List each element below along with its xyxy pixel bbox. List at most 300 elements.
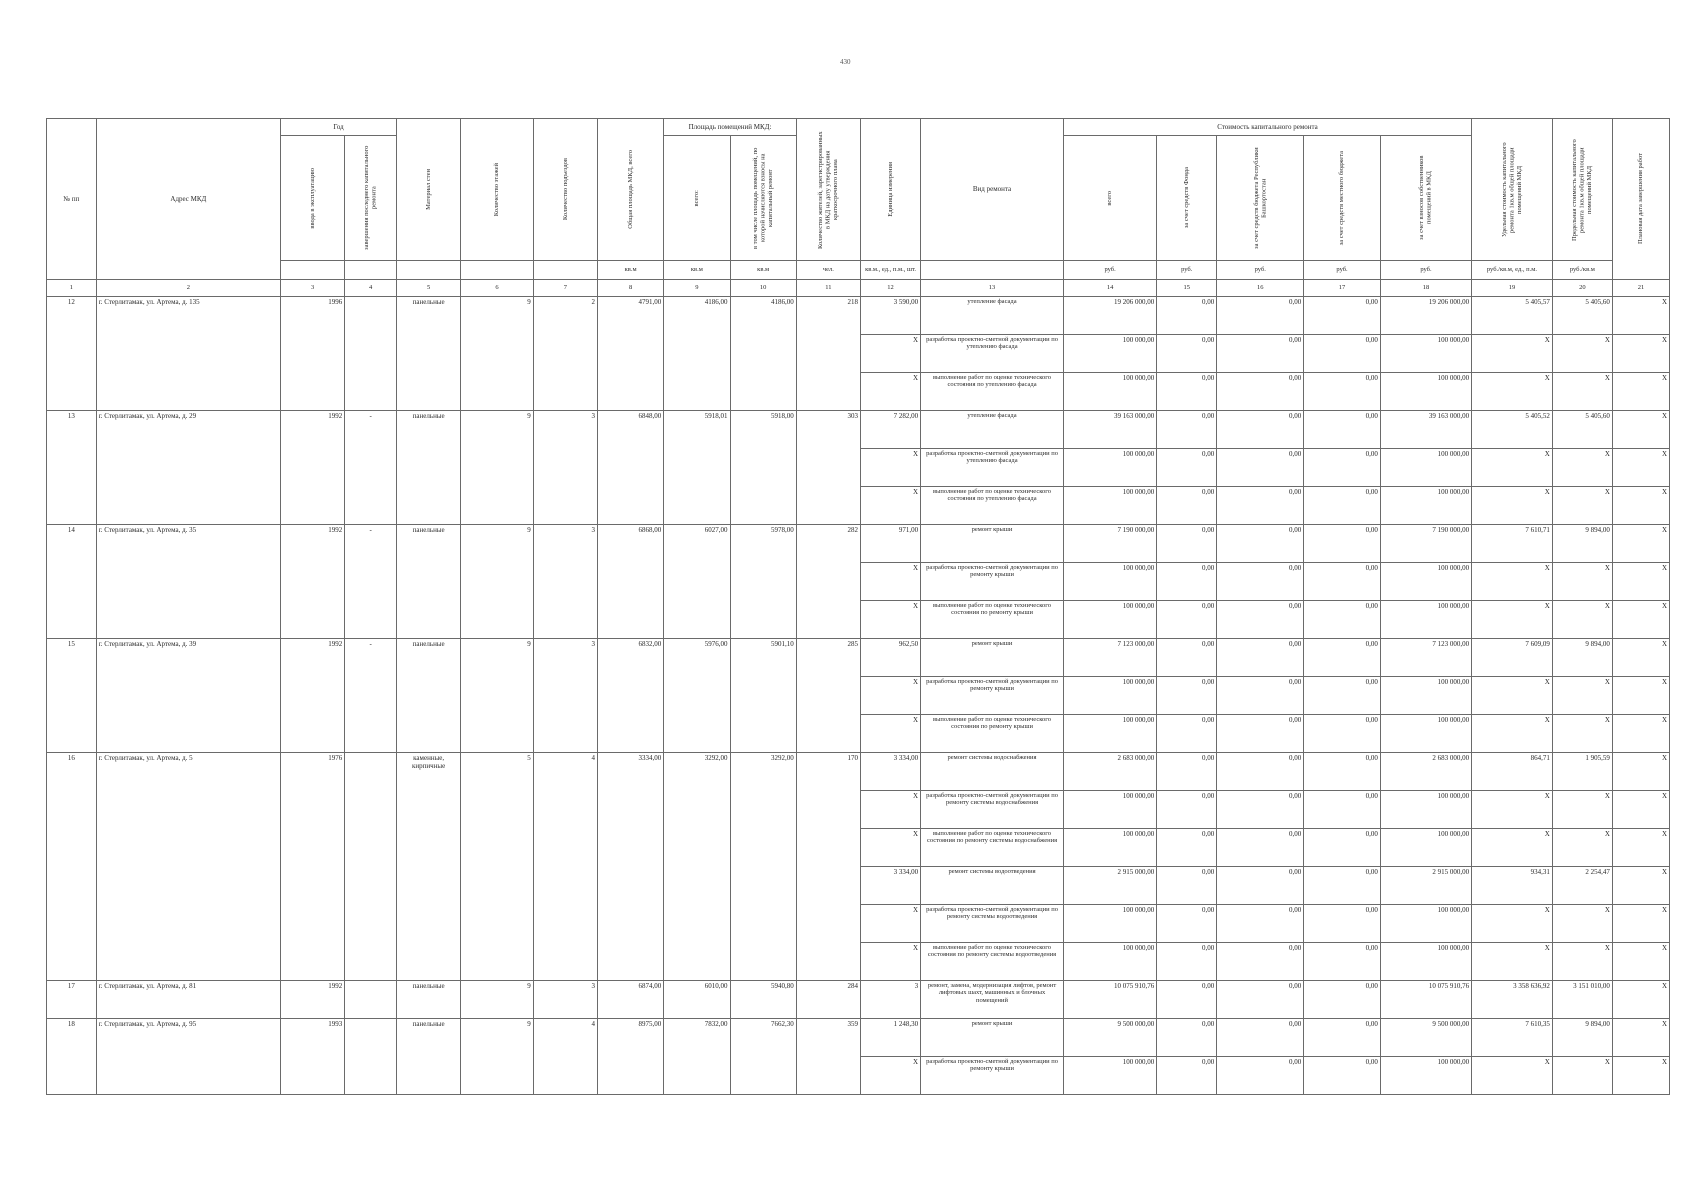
cost-fund-cell: 0,00 xyxy=(1157,601,1217,639)
unit-cell xyxy=(921,261,1064,280)
total-area-cell xyxy=(597,373,663,411)
cost-total-cell: 39 163 000,00 xyxy=(1063,411,1156,449)
entrances-cell xyxy=(533,867,597,905)
residents-cell xyxy=(796,715,860,753)
year-cell xyxy=(281,677,345,715)
quantity-cell: X xyxy=(861,829,921,867)
area-all-cell xyxy=(664,905,730,943)
col-max-cost-header: Предельная стоимость капитального ремонта 1кв.м общей площади помещений МКД xyxy=(1552,119,1612,261)
total-area-cell xyxy=(597,715,663,753)
table-row xyxy=(47,905,1670,943)
col-year-commission-header: ввода в эксплуатацию xyxy=(281,136,345,261)
work-type-cell: выполнение работ по оценке технического состояния по ремонту крыши xyxy=(921,601,1064,639)
year-cell xyxy=(281,715,345,753)
entrances-cell: 3 xyxy=(533,981,597,1019)
table-row xyxy=(47,715,1670,753)
table-body xyxy=(47,297,1670,1095)
cost-local-cell: 0,00 xyxy=(1304,487,1381,525)
residents-cell xyxy=(796,829,860,867)
entrances-cell: 3 xyxy=(533,411,597,449)
table-row xyxy=(47,411,1670,449)
table-row xyxy=(47,525,1670,563)
max-cost-cell: 3 151 010,00 xyxy=(1552,981,1612,1019)
cost-republic-cell: 0,00 xyxy=(1217,563,1304,601)
address-cell: г. Стерлитамак, ул. Артема, д. 29 xyxy=(96,411,280,449)
cost-republic-cell: 0,00 xyxy=(1217,335,1304,373)
material-cell: панельные xyxy=(397,525,461,563)
area-all-cell: 5976,00 xyxy=(664,639,730,677)
area-fee-cell xyxy=(730,867,796,905)
cost-owners-cell: 10 075 910,76 xyxy=(1380,981,1471,1019)
max-cost-cell: 2 254,47 xyxy=(1552,867,1612,905)
unit-cost-cell: 7 609,09 xyxy=(1472,639,1553,677)
year-cell xyxy=(281,905,345,943)
deadline-cell: X xyxy=(1612,791,1669,829)
cost-owners-cell: 2 915 000,00 xyxy=(1380,867,1471,905)
col-cost-fund-header: за счет средств Фонда xyxy=(1157,136,1217,261)
table-row xyxy=(47,449,1670,487)
total-area-cell xyxy=(597,791,663,829)
max-cost-cell: X xyxy=(1552,1057,1612,1095)
column-number-cell: 10 xyxy=(730,280,796,297)
year-cell: 1992 xyxy=(281,981,345,1019)
cost-local-cell: 0,00 xyxy=(1304,943,1381,981)
cost-local-cell: 0,00 xyxy=(1304,715,1381,753)
residents-cell xyxy=(796,791,860,829)
cost-total-cell: 100 000,00 xyxy=(1063,335,1156,373)
row-number-cell xyxy=(47,449,97,487)
deadline-cell: X xyxy=(1612,715,1669,753)
area-all-cell xyxy=(664,487,730,525)
work-type-cell: утепление фасада xyxy=(921,297,1064,335)
total-area-cell xyxy=(597,829,663,867)
year-cell: 1992 xyxy=(281,411,345,449)
unit-cost-cell: 5 405,52 xyxy=(1472,411,1553,449)
column-number-cell: 12 xyxy=(861,280,921,297)
last-repair-cell xyxy=(345,943,397,981)
area-all-cell xyxy=(664,335,730,373)
last-repair-cell xyxy=(345,829,397,867)
quantity-cell: 3 590,00 xyxy=(861,297,921,335)
last-repair-cell: - xyxy=(345,525,397,563)
unit-cell: руб. xyxy=(1304,261,1381,280)
floors-cell: 9 xyxy=(461,981,533,1019)
cost-local-cell: 0,00 xyxy=(1304,639,1381,677)
col-cost-owners-header: за счет взносов собственников помещений в МКД xyxy=(1380,136,1471,261)
cost-local-cell: 0,00 xyxy=(1304,335,1381,373)
residents-cell xyxy=(796,335,860,373)
row-number-cell xyxy=(47,791,97,829)
last-repair-cell xyxy=(345,753,397,791)
unit-cost-cell: 7 610,35 xyxy=(1472,1019,1553,1057)
col-entrances-header: Количество подъездов xyxy=(533,119,597,261)
material-cell xyxy=(397,335,461,373)
area-all-cell xyxy=(664,449,730,487)
cost-local-cell: 0,00 xyxy=(1304,563,1381,601)
area-fee-cell xyxy=(730,449,796,487)
max-cost-cell: X xyxy=(1552,601,1612,639)
quantity-cell: X xyxy=(861,791,921,829)
material-cell xyxy=(397,373,461,411)
total-area-cell xyxy=(597,905,663,943)
cost-owners-cell: 19 206 000,00 xyxy=(1380,297,1471,335)
material-cell xyxy=(397,867,461,905)
entrances-cell: 3 xyxy=(533,639,597,677)
last-repair-cell: - xyxy=(345,411,397,449)
table-row xyxy=(47,943,1670,981)
area-fee-cell: 5918,00 xyxy=(730,411,796,449)
area-all-cell: 6027,00 xyxy=(664,525,730,563)
material-cell: панельные xyxy=(397,1019,461,1057)
column-number-cell: 17 xyxy=(1304,280,1381,297)
column-number-cell: 7 xyxy=(533,280,597,297)
work-type-cell: выполнение работ по оценке технического состояния по ремонту системы водоснабжения xyxy=(921,829,1064,867)
cost-total-cell: 7 123 000,00 xyxy=(1063,639,1156,677)
area-fee-cell: 7662,30 xyxy=(730,1019,796,1057)
deadline-cell: X xyxy=(1612,677,1669,715)
cost-total-cell: 100 000,00 xyxy=(1063,487,1156,525)
deadline-cell: X xyxy=(1612,373,1669,411)
area-fee-cell xyxy=(730,563,796,601)
year-cell: 1992 xyxy=(281,525,345,563)
cost-local-cell: 0,00 xyxy=(1304,867,1381,905)
cost-republic-cell: 0,00 xyxy=(1217,715,1304,753)
cost-local-cell: 0,00 xyxy=(1304,411,1381,449)
deadline-cell: X xyxy=(1612,829,1669,867)
table-row xyxy=(47,373,1670,411)
deadline-cell: X xyxy=(1612,639,1669,677)
row-number-cell xyxy=(47,563,97,601)
quantity-cell: X xyxy=(861,335,921,373)
row-number-cell xyxy=(47,677,97,715)
deadline-cell: X xyxy=(1612,1057,1669,1095)
cost-fund-cell: 0,00 xyxy=(1157,753,1217,791)
deadline-cell: X xyxy=(1612,905,1669,943)
cost-local-cell: 0,00 xyxy=(1304,791,1381,829)
material-cell: панельные xyxy=(397,297,461,335)
row-number-cell xyxy=(47,601,97,639)
cost-fund-cell: 0,00 xyxy=(1157,449,1217,487)
deadline-cell: X xyxy=(1612,297,1669,335)
address-cell xyxy=(96,829,280,867)
col-work-type-header: Вид ремонта xyxy=(921,119,1064,261)
unit-cell: кв.м xyxy=(664,261,730,280)
work-type-cell: выполнение работ по оценке технического состояния по утеплению фасада xyxy=(921,373,1064,411)
address-cell: г. Стерлитамак, ул. Артема, д. 35 xyxy=(96,525,280,563)
cost-fund-cell: 0,00 xyxy=(1157,335,1217,373)
unit-cost-cell: X xyxy=(1472,563,1553,601)
material-cell: каменные, кирпичные xyxy=(397,753,461,791)
unit-cost-cell: X xyxy=(1472,829,1553,867)
address-cell xyxy=(96,601,280,639)
cost-fund-cell: 0,00 xyxy=(1157,373,1217,411)
quantity-cell: 3 334,00 xyxy=(861,753,921,791)
residents-cell: 359 xyxy=(796,1019,860,1057)
address-cell xyxy=(96,563,280,601)
column-number-cell: 2 xyxy=(96,280,280,297)
max-cost-cell: X xyxy=(1552,677,1612,715)
deadline-cell: X xyxy=(1612,335,1669,373)
max-cost-cell: X xyxy=(1552,449,1612,487)
deadline-cell: X xyxy=(1612,601,1669,639)
area-all-cell xyxy=(664,829,730,867)
floors-cell xyxy=(461,905,533,943)
last-repair-cell xyxy=(345,981,397,1019)
year-cell xyxy=(281,601,345,639)
unit-cost-cell: X xyxy=(1472,449,1553,487)
floors-cell xyxy=(461,677,533,715)
area-all-cell xyxy=(664,601,730,639)
cost-fund-cell: 0,00 xyxy=(1157,943,1217,981)
entrances-cell xyxy=(533,449,597,487)
col-total-area-header: Общая площадь МКД, всего xyxy=(597,119,663,261)
residents-cell: 218 xyxy=(796,297,860,335)
floors-cell xyxy=(461,715,533,753)
cost-owners-cell: 100 000,00 xyxy=(1380,905,1471,943)
max-cost-cell: X xyxy=(1552,373,1612,411)
floors-cell: 5 xyxy=(461,753,533,791)
floors-cell xyxy=(461,867,533,905)
last-repair-cell xyxy=(345,905,397,943)
unit-cell xyxy=(533,261,597,280)
year-cell xyxy=(281,829,345,867)
total-area-cell xyxy=(597,563,663,601)
table-row xyxy=(47,563,1670,601)
entrances-cell: 4 xyxy=(533,1019,597,1057)
area-fee-cell xyxy=(730,601,796,639)
unit-cost-cell: X xyxy=(1472,791,1553,829)
cost-local-cell: 0,00 xyxy=(1304,449,1381,487)
cost-fund-cell: 0,00 xyxy=(1157,297,1217,335)
material-cell xyxy=(397,563,461,601)
cost-total-cell: 7 190 000,00 xyxy=(1063,525,1156,563)
year-cell xyxy=(281,791,345,829)
material-cell xyxy=(397,1057,461,1095)
cost-total-cell: 100 000,00 xyxy=(1063,601,1156,639)
cost-fund-cell: 0,00 xyxy=(1157,1019,1217,1057)
cost-republic-cell: 0,00 xyxy=(1217,525,1304,563)
residents-cell xyxy=(796,563,860,601)
col-address-header: Адрес МКД xyxy=(96,119,280,280)
quantity-cell: 3 334,00 xyxy=(861,867,921,905)
last-repair-cell xyxy=(345,677,397,715)
quantity-cell: X xyxy=(861,1057,921,1095)
col-premises-group-header: Площадь помещений МКД: xyxy=(664,119,797,136)
total-area-cell: 8975,00 xyxy=(597,1019,663,1057)
row-number-cell xyxy=(47,373,97,411)
total-area-cell xyxy=(597,449,663,487)
cost-local-cell: 0,00 xyxy=(1304,905,1381,943)
address-cell: г. Стерлитамак, ул. Артема, д. 135 xyxy=(96,297,280,335)
cost-republic-cell: 0,00 xyxy=(1217,411,1304,449)
row-number-cell: 13 xyxy=(47,411,97,449)
table-row xyxy=(47,601,1670,639)
table-row xyxy=(47,297,1670,335)
residents-cell xyxy=(796,943,860,981)
row-number-cell: 14 xyxy=(47,525,97,563)
col-deadline-header: Плановая дата завершения работ xyxy=(1612,119,1669,280)
floors-cell xyxy=(461,829,533,867)
quantity-cell: 962,50 xyxy=(861,639,921,677)
area-all-cell: 7832,00 xyxy=(664,1019,730,1057)
max-cost-cell: X xyxy=(1552,335,1612,373)
unit-cell xyxy=(397,261,461,280)
year-cell xyxy=(281,449,345,487)
col-cost-group-header: Стоимость капитального ремонта xyxy=(1063,119,1471,136)
total-area-cell: 3334,00 xyxy=(597,753,663,791)
area-fee-cell xyxy=(730,335,796,373)
work-type-cell: разработка проектно-сметной документации по ремонту крыши xyxy=(921,563,1064,601)
cost-total-cell: 100 000,00 xyxy=(1063,449,1156,487)
last-repair-cell xyxy=(345,563,397,601)
floors-cell xyxy=(461,487,533,525)
cost-local-cell: 0,00 xyxy=(1304,1019,1381,1057)
cost-fund-cell: 0,00 xyxy=(1157,867,1217,905)
last-repair-cell xyxy=(345,1019,397,1057)
area-fee-cell: 5940,80 xyxy=(730,981,796,1019)
address-cell xyxy=(96,335,280,373)
capital-repair-table xyxy=(46,118,1670,1095)
cost-total-cell: 100 000,00 xyxy=(1063,943,1156,981)
unit-cost-cell: 7 610,71 xyxy=(1472,525,1553,563)
last-repair-cell xyxy=(345,791,397,829)
column-number-cell: 11 xyxy=(796,280,860,297)
col-area-fee-header: в том числе площадь помещений, по которой начисляются взносы на капитальный ремонт xyxy=(730,136,796,261)
material-cell xyxy=(397,677,461,715)
max-cost-cell: 5 405,60 xyxy=(1552,297,1612,335)
total-area-cell xyxy=(597,943,663,981)
column-number-row xyxy=(47,280,1670,297)
quantity-cell: 971,00 xyxy=(861,525,921,563)
floors-cell xyxy=(461,1057,533,1095)
material-cell xyxy=(397,791,461,829)
unit-cell: кв.м xyxy=(597,261,663,280)
last-repair-cell xyxy=(345,715,397,753)
floors-cell xyxy=(461,943,533,981)
year-cell xyxy=(281,943,345,981)
address-cell xyxy=(96,487,280,525)
area-fee-cell xyxy=(730,487,796,525)
area-all-cell xyxy=(664,563,730,601)
max-cost-cell: X xyxy=(1552,829,1612,867)
deadline-cell: X xyxy=(1612,563,1669,601)
deadline-cell: X xyxy=(1612,981,1669,1019)
area-all-cell: 5918,01 xyxy=(664,411,730,449)
column-number-cell: 1 xyxy=(47,280,97,297)
last-repair-cell xyxy=(345,335,397,373)
unit-cost-cell: X xyxy=(1472,715,1553,753)
max-cost-cell: X xyxy=(1552,791,1612,829)
cost-total-cell: 100 000,00 xyxy=(1063,829,1156,867)
column-number-cell: 9 xyxy=(664,280,730,297)
total-area-cell xyxy=(597,1057,663,1095)
cost-fund-cell: 0,00 xyxy=(1157,639,1217,677)
table-row xyxy=(47,639,1670,677)
work-type-cell: ремонт системы водоотведения xyxy=(921,867,1064,905)
residents-cell xyxy=(796,1057,860,1095)
residents-cell: 285 xyxy=(796,639,860,677)
col-unit-header: Единица измерения xyxy=(861,119,921,261)
last-repair-cell xyxy=(345,1057,397,1095)
material-cell xyxy=(397,715,461,753)
work-type-cell: разработка проектно-сметной документации по ремонту системы водоотведения xyxy=(921,905,1064,943)
deadline-cell: X xyxy=(1612,449,1669,487)
cost-owners-cell: 9 500 000,00 xyxy=(1380,1019,1471,1057)
cost-owners-cell: 100 000,00 xyxy=(1380,943,1471,981)
work-type-cell: выполнение работ по оценке технического состояния по ремонту системы водоотведения xyxy=(921,943,1064,981)
cost-total-cell: 2 915 000,00 xyxy=(1063,867,1156,905)
max-cost-cell: 9 894,00 xyxy=(1552,639,1612,677)
last-repair-cell xyxy=(345,449,397,487)
cost-total-cell: 100 000,00 xyxy=(1063,1057,1156,1095)
work-type-cell: ремонт крыши xyxy=(921,525,1064,563)
address-cell xyxy=(96,867,280,905)
address-cell: г. Стерлитамак, ул. Артема, д. 95 xyxy=(96,1019,280,1057)
unit-cost-cell: X xyxy=(1472,335,1553,373)
area-all-cell: 4186,00 xyxy=(664,297,730,335)
material-cell xyxy=(397,601,461,639)
address-cell xyxy=(96,905,280,943)
area-fee-cell xyxy=(730,791,796,829)
table-row xyxy=(47,1057,1670,1095)
year-cell xyxy=(281,563,345,601)
address-cell xyxy=(96,943,280,981)
area-all-cell xyxy=(664,677,730,715)
material-cell xyxy=(397,905,461,943)
area-fee-cell xyxy=(730,373,796,411)
row-number-cell: 15 xyxy=(47,639,97,677)
unit-cell: руб. xyxy=(1063,261,1156,280)
last-repair-cell xyxy=(345,297,397,335)
cost-fund-cell: 0,00 xyxy=(1157,715,1217,753)
column-number-cell: 14 xyxy=(1063,280,1156,297)
work-type-cell: ремонт, замена, модернизация лифтов, ремонт лифтовых шахт, машинных и блочных помещений xyxy=(921,981,1064,1019)
max-cost-cell: X xyxy=(1552,487,1612,525)
residents-cell xyxy=(796,373,860,411)
unit-cell: руб. xyxy=(1157,261,1217,280)
work-type-cell: ремонт крыши xyxy=(921,639,1064,677)
area-all-cell xyxy=(664,373,730,411)
area-all-cell xyxy=(664,715,730,753)
max-cost-cell: 1 905,59 xyxy=(1552,753,1612,791)
table-row xyxy=(47,335,1670,373)
unit-cost-cell: 864,71 xyxy=(1472,753,1553,791)
entrances-cell xyxy=(533,791,597,829)
entrances-cell xyxy=(533,829,597,867)
table-row xyxy=(47,829,1670,867)
cost-fund-cell: 0,00 xyxy=(1157,677,1217,715)
last-repair-cell xyxy=(345,867,397,905)
cost-owners-cell: 100 000,00 xyxy=(1380,677,1471,715)
column-number-cell: 19 xyxy=(1472,280,1553,297)
material-cell: панельные xyxy=(397,411,461,449)
unit-cell: кв.м xyxy=(730,261,796,280)
year-cell xyxy=(281,487,345,525)
unit-cell: руб. xyxy=(1217,261,1304,280)
year-cell xyxy=(281,867,345,905)
unit-cost-cell: X xyxy=(1472,487,1553,525)
area-all-cell xyxy=(664,1057,730,1095)
cost-republic-cell: 0,00 xyxy=(1217,1019,1304,1057)
material-cell xyxy=(397,487,461,525)
column-number-cell: 3 xyxy=(281,280,345,297)
col-cost-republic-header: за счет средств бюджета Республики Башкортостан xyxy=(1217,136,1304,261)
cost-fund-cell: 0,00 xyxy=(1157,563,1217,601)
residents-cell: 284 xyxy=(796,981,860,1019)
entrances-cell xyxy=(533,373,597,411)
cost-local-cell: 0,00 xyxy=(1304,753,1381,791)
floors-cell: 9 xyxy=(461,297,533,335)
